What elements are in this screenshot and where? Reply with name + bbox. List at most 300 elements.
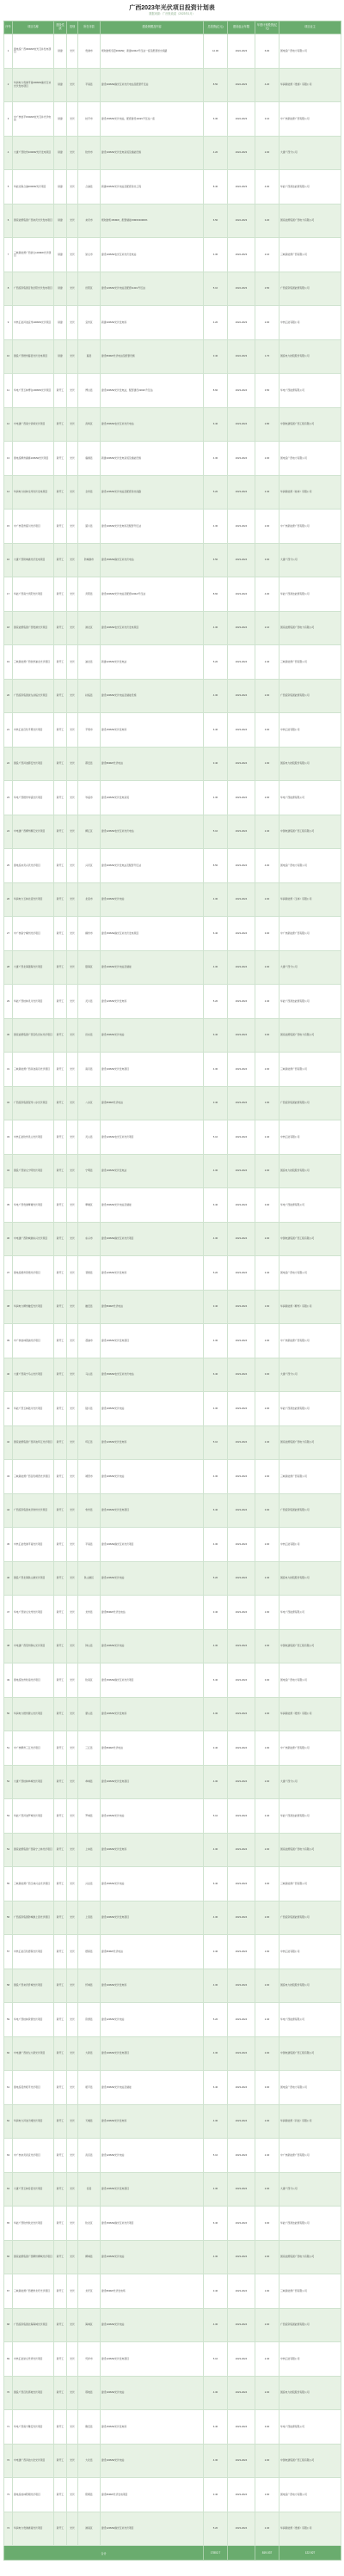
table-row: [4, 2342, 341, 2377]
total-investment: 4.30: [204, 679, 228, 713]
construction-type: 续建: [54, 272, 67, 306]
scale-description: 建设200MW光伏电站及配套220kV升压站: [101, 577, 204, 612]
table-row: [4, 2274, 341, 2309]
table-row: [4, 1188, 341, 1223]
category: 光伏: [67, 1154, 78, 1188]
column-header: 所在市县: [78, 21, 101, 34]
project-owner: 国电投广西电力有限公司: [280, 849, 341, 883]
location: 恭城县: [78, 1765, 101, 1799]
row-number: 54: [4, 1833, 13, 1867]
scale-description: 建设80MW光伏电站: [101, 1290, 204, 1324]
project-owner: 广西投资集团能源有限公司: [280, 272, 341, 306]
totals-annual: 819.037: [255, 2546, 280, 2561]
total-investment: 4.30: [204, 1324, 228, 1358]
construction-type: 新开工: [54, 2342, 67, 2377]
project-owner: 中国电建集团广西工程有限公司: [280, 1222, 341, 1256]
construction-period: 2022-2023: [228, 204, 255, 238]
total-investment: 6.40: [204, 1663, 228, 1698]
total-investment: 5.20: [204, 475, 228, 510]
project-owner: 国电投广西电力有限公司: [280, 1663, 341, 1698]
category: 光伏: [67, 2444, 78, 2478]
table-row: [4, 339, 341, 374]
construction-type: 新开工: [54, 950, 67, 985]
location: 浦北县: [78, 645, 101, 680]
project-owner: 广西投资集团能源有限公司: [280, 1086, 341, 1120]
total-investment: 5.10: [204, 1120, 228, 1155]
category: 光伏: [67, 1596, 78, 1630]
row-number: 32: [4, 1086, 13, 1120]
category: 光伏: [67, 170, 78, 204]
location: 富川县: [78, 510, 101, 544]
annual-investment: 2.00: [255, 2036, 280, 2071]
category: 光伏: [67, 2410, 78, 2445]
table-row: [4, 1969, 341, 2003]
location: 铁山港区: [78, 1561, 101, 1596]
total-investment: 6.40: [204, 1188, 228, 1223]
project-name: 三峡新能源广西河池南丹光伏项目: [13, 1053, 54, 1087]
total-investment: 3.40: [204, 1596, 228, 1630]
annual-investment: 2.50: [255, 272, 280, 306]
table-row: [4, 1833, 341, 1867]
annual-investment: 4.00: [255, 849, 280, 883]
location: 凭祥市: [78, 2342, 101, 2377]
project-owner: 国电投广西电力有限公司: [280, 2071, 341, 2105]
annual-investment: 2.40: [255, 645, 280, 680]
scale-description: 建设80MW光伏电站: [101, 1935, 204, 1969]
row-number: 26: [4, 882, 13, 917]
location: 龙圩区: [78, 2274, 101, 2309]
location: 平果市: [78, 713, 101, 748]
construction-period: 2022-2023: [228, 272, 255, 306]
location: 港南区: [78, 2512, 101, 2546]
location: 东兴市: [78, 1222, 101, 1256]
scale-description: 建设80MW光伏电站: [101, 1086, 204, 1120]
project-name: 华润电力桂林全州光伏发电项目: [13, 475, 54, 510]
table-row: [4, 849, 341, 883]
location: 都安县: [78, 747, 101, 781]
project-owner: 中广核新能源广西有限公司: [280, 1731, 341, 1766]
table-row: [4, 2478, 341, 2512]
construction-type: 新开工: [54, 2274, 67, 2309]
row-number: 34: [4, 1154, 13, 1188]
scale-description: 建设120MW光伏发电场: [101, 1425, 204, 1460]
project-owner: 国电投广西电力有限公司: [280, 34, 341, 69]
location: 资源县: [78, 2003, 101, 2037]
row-number: 55: [4, 1867, 13, 1901]
total-investment: 6.40: [204, 917, 228, 951]
row-number: 64: [4, 2172, 13, 2207]
project-owner: 中核汇能有限公司: [280, 713, 341, 748]
row-number: 20: [4, 679, 13, 713]
scale-description: 规划装机容量300MW，新建220kV升压站一座及配套送出线路: [101, 34, 204, 69]
row-number: 16: [4, 543, 13, 577]
construction-type: 新开工: [54, 985, 67, 1019]
scale-description: 建设100MW光伏电站: [101, 2308, 204, 2342]
scale-description: 建设200MW光伏发电站，配套建设220kV升压站: [101, 374, 204, 408]
table-row: [4, 1493, 341, 1528]
row-number: 27: [4, 917, 13, 951]
construction-type: 新开工: [54, 1154, 67, 1188]
construction-period: 2023-2024: [228, 985, 255, 1019]
row-number: 23: [4, 781, 13, 815]
project-name: 国投广西百色那坡光伏项目: [13, 2376, 54, 2410]
construction-period: 2023-2024: [228, 2172, 255, 2207]
project-owner: 中广核新能源广西有限公司: [280, 1324, 341, 1358]
category: 光伏: [67, 2003, 78, 2037]
scale-description: 建设150MW光伏发电场: [101, 2410, 204, 2445]
project-name: 中电建广西河池大化光伏项目: [13, 2444, 54, 2478]
location: 崇左市: [78, 238, 101, 272]
scale-description: 建设150MW渔光互补光伏电站: [101, 543, 204, 577]
annual-investment: 2.00: [255, 1765, 280, 1799]
location: 海城区: [78, 2308, 101, 2342]
project-owner: 国家能源集团广西电力有限公司: [280, 204, 341, 238]
scale-description: 建设100MW光伏发电场: [101, 2104, 204, 2139]
totals-investment: 17802.7: [204, 2546, 228, 2561]
total-investment: 5.10: [204, 1799, 228, 1834]
total-investment: 4.30: [204, 2376, 228, 2410]
table-row: [4, 543, 341, 577]
category: 光伏: [67, 1120, 78, 1155]
table-row: [4, 1120, 341, 1155]
annual-investment: 2.00: [255, 1222, 280, 1256]
total-investment: 4.30: [204, 2104, 228, 2139]
annual-investment: 2.00: [255, 1324, 280, 1358]
annual-investment: 1.60: [255, 2274, 280, 2309]
project-owner: 华润新能源（梧州）有限公司: [280, 1697, 341, 1731]
row-number: 22: [4, 747, 13, 781]
total-investment: 8.60: [204, 374, 228, 408]
project-owner: 三峡新能源广西有限公司: [280, 238, 341, 272]
category: 光伏: [67, 2274, 78, 2309]
scale-description: 建设100MW渔光互补光伏项目: [101, 1222, 204, 1256]
project-name: 中核汇能河池宜州100MW光伏项目: [13, 306, 54, 340]
scale-description: 建设100MW光伏发电系统及储能设施: [101, 136, 204, 170]
construction-type: 新开工: [54, 2003, 67, 2037]
construction-period: 2023-2024: [228, 1901, 255, 1935]
project-name: 三峡新能源广西百色靖西光伏项目: [13, 1460, 54, 1494]
total-investment: 8.50: [204, 849, 228, 883]
total-investment: 4.30: [204, 1969, 228, 2003]
construction-period: 2023-2024: [228, 2376, 255, 2410]
row-number: 48: [4, 1629, 13, 1663]
construction-type: 新开工: [54, 407, 67, 442]
project-name: 三峡新能源广西钦州浦北光伏项目: [13, 645, 54, 680]
scale-description: 建设120MW渔光互补光伏项目: [101, 2512, 204, 2546]
project-name: 中核汇能钦州灵山光伏项目: [13, 1120, 54, 1155]
table-row: [4, 1358, 341, 1392]
table-row: [4, 815, 341, 849]
table-row: [4, 34, 341, 69]
construction-period: 2023-2024: [228, 2003, 255, 2037]
table-row: [4, 1799, 341, 1834]
totals-label: 合计: [4, 2546, 204, 2561]
table-row: [4, 713, 341, 748]
category: 光伏: [67, 2342, 78, 2377]
row-number: 12: [4, 407, 13, 442]
scale-description: 建设120MW光伏电站: [101, 2003, 204, 2037]
construction-period: 2022-2023: [228, 34, 255, 69]
annual-investment: 1.60: [255, 2478, 280, 2512]
table-row: [4, 1324, 341, 1358]
project-name: 国家能源集团广西南宁上林光伏项目: [13, 1833, 54, 1867]
construction-period: 2022-2023: [228, 68, 255, 102]
annual-investment: 2.10: [255, 611, 280, 645]
annual-investment: 2.00: [255, 2172, 280, 2207]
total-investment: 4.30: [204, 1765, 228, 1799]
table-row: [4, 1053, 341, 1087]
location: 田东县: [78, 1018, 101, 1053]
construction-type: 新开工: [54, 1460, 67, 1494]
project-owner: 三峡新能源广西有限公司: [280, 1460, 341, 1494]
annual-investment: 3.00: [255, 1867, 280, 1901]
location: 宜州区: [78, 306, 101, 340]
table-row: [4, 1629, 341, 1663]
row-number: 21: [4, 713, 13, 748]
table-row: [4, 1290, 341, 1324]
construction-period: 2023-2024: [228, 577, 255, 612]
scale-description: 建设150MW农光互补光伏电站: [101, 407, 204, 442]
column-header: 年度计划投资(亿元): [255, 21, 280, 34]
annual-investment: 1.60: [255, 1596, 280, 1630]
construction-period: 2023-2024: [228, 2104, 255, 2139]
project-name: 广西投资集团防城港上思光伏项目: [13, 1901, 54, 1935]
category: 光伏: [67, 1833, 78, 1867]
project-name: 中广核桂林荔浦光伏项目: [13, 1324, 54, 1358]
scale-description: 建设120MW农光互补光伏项目: [101, 1120, 204, 1155]
project-name: 国投广西崇左宁明光伏项目: [13, 1154, 54, 1188]
construction-period: 2023-2024: [228, 543, 255, 577]
scale-description: 建设150MW光伏电站: [101, 1867, 204, 1901]
total-investment: 4.30: [204, 238, 228, 272]
project-owner: 国电投广西电力有限公司: [280, 2478, 341, 2512]
location: 北流市: [78, 882, 101, 917]
project-owner: 大唐广西分公司: [280, 136, 341, 170]
column-header: 序号: [4, 21, 13, 34]
annual-investment: 2.40: [255, 2512, 280, 2546]
total-investment: 4.30: [204, 2444, 228, 2478]
scale-description: 建设120MW光伏电站: [101, 2139, 204, 2173]
scale-description: 建设100MW光伏电站及储能: [101, 950, 204, 985]
row-number: 68: [4, 2308, 13, 2342]
project-name: 广西投资集团崇左扶绥光伏项目: [13, 679, 54, 713]
scale-description: 建设100MW光伏发电场: [101, 1969, 204, 2003]
project-owner: 华电广西能源有限公司: [280, 2003, 341, 2037]
project-name: 中电建广西贺州钟山光伏项目: [13, 1629, 54, 1663]
category: 光伏: [67, 1425, 78, 1460]
table-row: [4, 1392, 341, 1426]
location: 钦北区: [78, 2207, 101, 2241]
project-name: 大唐广西桂林恭城光伏项目: [13, 1765, 54, 1799]
location: 防城港市: [78, 543, 101, 577]
column-header: 总投资(亿元): [204, 21, 228, 34]
project-name: 华能广西桂林灵川光伏项目: [13, 985, 54, 1019]
category: 光伏: [67, 102, 78, 137]
construction-period: 2023-2024: [228, 882, 255, 917]
category: 光伏: [67, 475, 78, 510]
total-investment: 3.40: [204, 2274, 228, 2309]
annual-investment: 3.00: [255, 2207, 280, 2241]
scale-description: 建设120MW光伏电站及配套送出线路: [101, 475, 204, 510]
total-investment: 4.30: [204, 1697, 228, 1731]
row-number: 18: [4, 611, 13, 645]
location: 象州县: [78, 1493, 101, 1528]
annual-investment: 2.00: [255, 1969, 280, 2003]
table-row: [4, 747, 341, 781]
document-title: 广西2023年光伏项目投资计划表: [129, 5, 215, 12]
annual-investment: 3.00: [255, 1493, 280, 1528]
row-number: 1: [4, 34, 13, 69]
total-investment: 3.40: [204, 1290, 228, 1324]
total-investment: 4.30: [204, 1222, 228, 1256]
table-row: [4, 917, 341, 951]
annual-investment: 2.40: [255, 2139, 280, 2173]
category: 光伏: [67, 1935, 78, 1969]
construction-period: 2023-2024: [228, 1086, 255, 1120]
total-investment: 6.40: [204, 2410, 228, 2445]
project-name: 大唐广西玉林容县光伏项目: [13, 2172, 54, 2207]
project-name: 国家能源集团广西河池环江光伏项目: [13, 1425, 54, 1460]
row-number: 59: [4, 2003, 13, 2037]
table-row: [4, 102, 341, 137]
category: 光伏: [67, 985, 78, 1019]
annual-investment: 3.00: [255, 1018, 280, 1053]
project-owner: 三峡新能源广西有限公司: [280, 1867, 341, 1901]
construction-type: 新开工: [54, 1018, 67, 1053]
project-owner: 国电投广西电力有限公司: [280, 442, 341, 476]
table-row: [4, 781, 341, 815]
category: 光伏: [67, 1867, 78, 1901]
row-number: 63: [4, 2139, 13, 2173]
annual-investment: 4.00: [255, 577, 280, 612]
total-investment: 4.30: [204, 1528, 228, 1562]
location: 南丹县: [78, 1053, 101, 1087]
construction-type: 续建: [54, 34, 67, 69]
project-name: 华电广西南宁隆安光伏项目: [13, 2410, 54, 2445]
total-investment: 4.30: [204, 950, 228, 985]
location: 苍梧县: [78, 1256, 101, 1291]
category: 光伏: [67, 2308, 78, 2342]
table-row: [4, 2512, 341, 2546]
total-investment: 5.20: [204, 1561, 228, 1596]
row-number: 4: [4, 136, 13, 170]
construction-period: 2023-2024: [228, 1799, 255, 1834]
scale-description: 新建100MW光伏发电场: [101, 306, 204, 340]
project-owner: 广西投资集团能源有限公司: [280, 1901, 341, 1935]
project-name: 中广核柳州三江光伏项目: [13, 1731, 54, 1766]
project-owner: 广西投资集团能源有限公司: [280, 679, 341, 713]
annual-investment: 2.00: [255, 2104, 280, 2139]
construction-period: 2023-2024: [228, 1765, 255, 1799]
construction-type: 新开工: [54, 2410, 67, 2445]
construction-period: 2023-2024: [228, 1493, 255, 1528]
row-number: 51: [4, 1731, 13, 1766]
table-row: [4, 1596, 341, 1630]
total-investment: 4.30: [204, 1392, 228, 1426]
location: 那坡县: [78, 2376, 101, 2410]
scale-description: 建设120MW光伏电站: [101, 1799, 204, 1834]
project-owner: 华能广西清洁能源有限公司: [280, 985, 341, 1019]
project-owner: 华电广西能源有限公司: [280, 781, 341, 815]
table-row: [4, 2207, 341, 2241]
project-owner: 大唐广西分公司: [280, 2172, 341, 2207]
category: 光伏: [67, 2376, 78, 2410]
category: 光伏: [67, 407, 78, 442]
project-name: 广西投资集团北海海城光伏项目: [13, 2308, 54, 2342]
annual-investment: 2.40: [255, 475, 280, 510]
row-number: 19: [4, 645, 13, 680]
project-name: 国投广西来宾忻城光伏项目: [13, 1969, 54, 2003]
construction-type: 新开工: [54, 1765, 67, 1799]
construction-period: 2023-2024: [228, 407, 255, 442]
scale-description: 建设100MW渔光互补光伏项目: [101, 1528, 204, 1562]
annual-investment: 2.00: [255, 442, 280, 476]
construction-type: 续建: [54, 238, 67, 272]
project-owner: 华润新能源（柳州）有限公司: [280, 1290, 341, 1324]
location: 武宣县: [78, 2139, 101, 2173]
construction-type: 新开工: [54, 611, 67, 645]
annual-investment: 2.00: [255, 1833, 280, 1867]
construction-period: 2023-2024: [228, 1731, 255, 1766]
construction-type: 新开工: [54, 1663, 67, 1698]
location: 宁明县: [78, 1154, 101, 1188]
construction-type: 新开工: [54, 679, 67, 713]
construction-period: 2023-2024: [228, 1596, 255, 1630]
scale-description: 建设120MW光伏发电场: [101, 1256, 204, 1291]
construction-period: 2023-2024: [228, 2478, 255, 2512]
construction-type: 续建: [54, 68, 67, 102]
project-name: 国投广西梧州藤县光伏发电项目: [13, 339, 54, 374]
scale-description: 新建200MW光伏电站及配套送出工程: [101, 170, 204, 204]
project-owner: 华润新能源（玉林）有限公司: [280, 882, 341, 917]
total-investment: 3.40: [204, 1086, 228, 1120]
annual-investment: 3.00: [255, 917, 280, 951]
construction-period: 2022-2023: [228, 170, 255, 204]
table-row: [4, 2139, 341, 2173]
project-owner: 华电广西能源有限公司: [280, 2410, 341, 2445]
category: 光伏: [67, 2036, 78, 2071]
table-row: [4, 1256, 341, 1291]
construction-period: 2022-2023: [228, 238, 255, 272]
row-number: 70: [4, 2376, 13, 2410]
scale-description: 建设80MW光伏发电项目: [101, 2478, 204, 2512]
table-row: [4, 2410, 341, 2445]
location: 柳城县: [78, 2240, 101, 2274]
document-header: [0, 0, 344, 21]
total-investment: 3.40: [204, 1731, 228, 1766]
location: 贵港市: [78, 34, 101, 69]
project-name: 华润电力柳州融安光伏项目: [13, 1290, 54, 1324]
project-name: 国电投钦州钦南光伏项目: [13, 1663, 54, 1698]
construction-type: 新开工: [54, 1256, 67, 1291]
total-investment: 3.40: [204, 2478, 228, 2512]
table-row: [4, 170, 341, 204]
scale-description: 建设100MW光伏发电系统: [101, 781, 204, 815]
scale-description: 建设100MW光伏发电项目: [101, 1765, 204, 1799]
scale-description: 建设120MW光伏电站: [101, 1561, 204, 1596]
location: 大新县: [78, 2036, 101, 2071]
row-number: 37: [4, 1256, 13, 1291]
table-row: [4, 2003, 341, 2037]
annual-investment: 2.00: [255, 1901, 280, 1935]
row-number: 44: [4, 1493, 13, 1528]
project-name: 国电投贺州昭平光伏项目: [13, 2071, 54, 2105]
row-number: 40: [4, 1358, 13, 1392]
annual-investment: 2.00: [255, 2444, 280, 2478]
total-investment: 5.10: [204, 2342, 228, 2377]
total-investment: 6.40: [204, 1867, 228, 1901]
construction-type: 新开工: [54, 2240, 67, 2274]
